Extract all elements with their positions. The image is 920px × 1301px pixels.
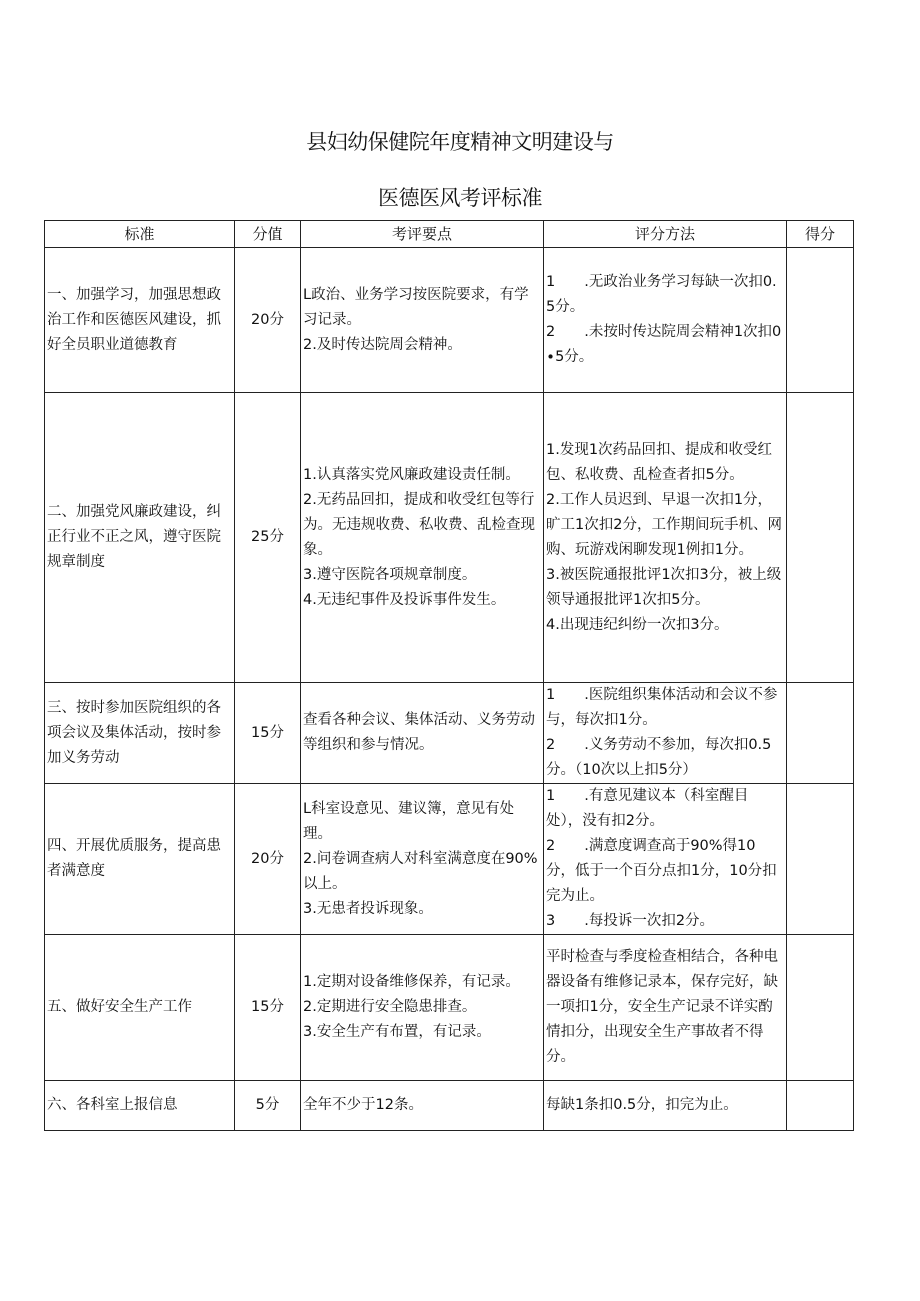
- row-score: 20分: [235, 248, 301, 393]
- row-score: 20分: [235, 784, 301, 935]
- table-row: [45, 248, 854, 393]
- row-points: [301, 683, 544, 784]
- header-score: 分值: [235, 221, 301, 248]
- method-item: 1 .医院组织集体活动和会议不参与，每次扣1分。: [546, 687, 778, 728]
- row-result[interactable]: [787, 1081, 854, 1131]
- table-row: [45, 393, 854, 683]
- row-standard: 三、按时参加医院组织的各项会议及集体活动，按时参加义务劳动: [45, 683, 235, 784]
- row-points: [301, 784, 544, 935]
- point-item: 4.无违纪事件及投诉事件发生。: [303, 591, 506, 608]
- header-standard: 标准: [45, 221, 235, 248]
- row-standard: 六、各科室上报信息: [45, 1081, 235, 1131]
- point-item: 2.问卷调查病人对科室满意度在90%以上。: [303, 850, 538, 892]
- row-method: [544, 393, 787, 683]
- table-header-row: [45, 221, 854, 248]
- row-method: [544, 1081, 787, 1131]
- row-standard: 一、加强学习，加强思想政治工作和医德医风建设，抓好全员职业道德教育: [45, 248, 235, 393]
- point-item: 3.无患者投诉现象。: [303, 900, 433, 917]
- row-result[interactable]: [787, 784, 854, 935]
- method-item: 平时检查与季度检查相结合，各种电器设备有维修记录本，保存完好，缺一项扣1分，安全生产记录不详实酌情扣分，出现安全生产事故者不得分。: [546, 949, 778, 1065]
- row-standard: 四、开展优质服务，提高患者满意度: [45, 784, 235, 935]
- table-row: [45, 1081, 854, 1131]
- point-item: L政治、业务学习按医院要求，有学习记录。: [303, 286, 529, 328]
- method-item: 3 .每投诉一次扣2分。: [546, 913, 715, 929]
- table-row: [45, 935, 854, 1081]
- point-item: 2.及时传达院周会精神。: [303, 336, 462, 353]
- row-standard: 二、加强党风廉政建设，纠正行业不正之风，遵守医院规章制度: [45, 393, 235, 683]
- method-item: 2 .未按时传达院周会精神1次扣0∙5分。: [546, 324, 782, 365]
- point-item: 3.遵守医院各项规章制度。: [303, 566, 477, 583]
- row-points: [301, 393, 544, 683]
- row-points: [301, 248, 544, 393]
- document-title-line1: 县妇幼保健院年度精神文明建设与: [306, 130, 614, 154]
- row-standard: 五、做好安全生产工作: [45, 935, 235, 1081]
- row-method: [544, 683, 787, 784]
- header-method: 评分方法: [544, 221, 787, 248]
- row-method: [544, 248, 787, 393]
- method-item: 3.被医院通报批评1次扣3分，被上级领导通报批评1次扣5分。: [546, 566, 782, 608]
- point-item: 2.无药品回扣，提成和收受红包等行为。无违规收费、私收费、乱检查现象。: [303, 491, 535, 558]
- method-item: 2.工作人员迟到、早退一次扣1分，旷工1次扣2分，工作期间玩手机、网购、玩游戏闲聊发现1例扣1分。: [546, 491, 782, 558]
- row-result[interactable]: [787, 683, 854, 784]
- method-item: 1 .有意见建议本（科室醒目处），没有扣2分。: [546, 788, 749, 829]
- method-item: 每缺1条扣0.5分，扣完为止。: [546, 1097, 738, 1113]
- row-result[interactable]: [787, 393, 854, 683]
- point-item: 1.定期对设备维修保养，有记录。: [303, 974, 520, 990]
- table-row: [45, 784, 854, 935]
- row-method: [544, 784, 787, 935]
- document-title-line2: 医德医风考评标准: [378, 186, 542, 210]
- row-points: [301, 1081, 544, 1131]
- method-item: 1.发现1次药品回扣、提成和收受红包、私收费、乱检查者扣5分。: [546, 441, 773, 483]
- method-item: 2 .满意度调查高于90%得10分，低于一个百分点扣1分，10分扣完为止。: [546, 838, 777, 904]
- evaluation-table: [44, 220, 854, 1131]
- method-item: 2 .义务劳动不参加，每次扣0.5分。（10次以上扣5分）: [546, 737, 772, 778]
- row-result[interactable]: [787, 248, 854, 393]
- header-result: 得分: [787, 221, 854, 248]
- row-score: 5分: [235, 1081, 301, 1131]
- row-score: 15分: [235, 683, 301, 784]
- header-points: 考评要点: [301, 221, 544, 248]
- point-item: 3.安全生产有布置，有记录。: [303, 1024, 491, 1040]
- row-points: [301, 935, 544, 1081]
- method-item: 1 .无政治业务学习每缺一次扣0.5分。: [546, 274, 777, 315]
- method-item: 4.出现违纪纠纷一次扣3分。: [546, 616, 729, 633]
- point-item: 查看各种会议、集体活动、义务劳动等组织和参与情况。: [303, 712, 535, 753]
- point-item: 1.认真落实党风廉政建设责任制。: [303, 466, 520, 483]
- row-method: [544, 935, 787, 1081]
- point-item: 2.定期进行安全隐患排查。: [303, 999, 477, 1015]
- point-item: 全年不少于12条。: [303, 1097, 423, 1113]
- point-item: L科室设意见、建议簿，意见有处理。: [303, 800, 515, 842]
- row-result[interactable]: [787, 935, 854, 1081]
- row-score: 15分: [235, 935, 301, 1081]
- row-score: 25分: [235, 393, 301, 683]
- table-row: [45, 683, 854, 784]
